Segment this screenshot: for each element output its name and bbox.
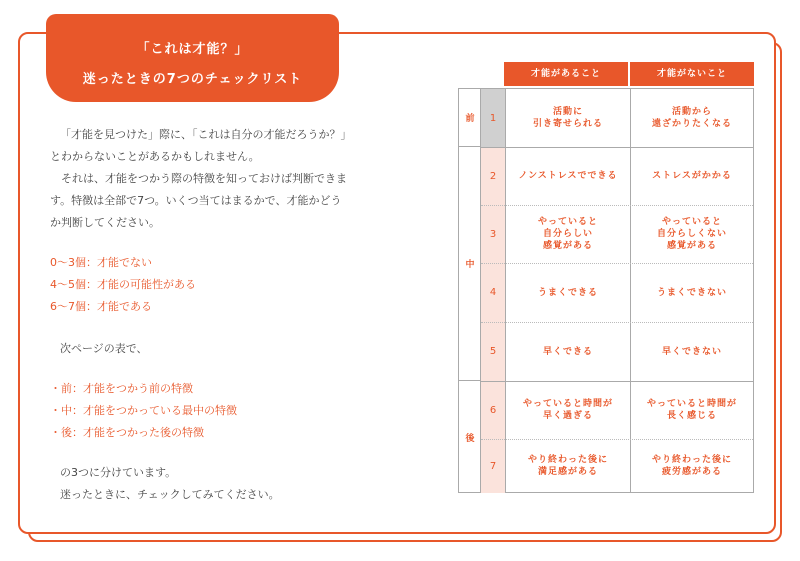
title-line-1: 「これは才能？」 [136,42,249,57]
outro-line: 迷ったときに、チェックしてみてください。 [60,488,280,501]
cell-yes: 活動に 引き寄せられる [532,107,603,129]
intro-paragraph [50,124,352,234]
cell-yes: 早くできる [542,346,593,357]
range-item: 0〜3個：才能でない [50,256,152,269]
intro-line: それは、才能をつかう際の特徴を知っておけば判断できま [50,172,347,185]
intro-line: か判断してください。 [50,216,160,229]
grid-line [480,89,481,492]
cell-yes: ノンストレスでできる [518,171,618,181]
header-no: 才能がないこと [630,62,754,86]
row-number: 3 [481,205,505,263]
range-list [50,252,196,318]
phase-item: ・中：才能をつかっている最中の特徴 [50,404,237,417]
cell-yes: やっていると時間が 早く過ぎる [522,399,613,421]
cell-no: やり終わった後に 疲労感がある [652,455,732,477]
row-number: 6 [481,381,505,439]
cell-no: やっていると 自分らしくない 感覚がある [656,217,727,251]
cell-no: やっていると時間が 長く感じる [646,399,737,421]
cell-yes: やり終わった後に 満足感がある [528,455,608,477]
row-number: 2 [481,147,505,205]
cell-no: ストレスがかかる [652,171,732,181]
phase-item: ・後：才能をつかった後の特徴 [50,426,204,439]
row-number: 5 [481,322,505,381]
phase-after: 後 [465,434,475,444]
intro-line: す。特徴は全部で7つ。いくつ当てはまるかで、才能かどう [50,194,342,207]
phase-during: 中 [459,147,481,381]
row-number: 1 [481,89,505,147]
next-page-text: 次ページの表で、 [60,342,148,355]
table-grid [458,88,754,493]
cell-yes: うまくできる [537,287,598,298]
header-yes: 才能があること [504,62,628,86]
phase-before: 前 [459,89,481,147]
phase-item: ・前：才能をつかう前の特徴 [50,382,193,395]
cell-no: 早くできない [661,346,722,357]
range-item: 4〜5個：才能の可能性がある [50,278,196,291]
outro-line: の3つに分けています。 [60,466,177,479]
checklist-table [458,62,754,495]
intro-line: とわからないことがあるかもしれません。 [50,150,260,163]
intro-line: 「才能を見つけた」際に、「これは自分の才能だろうか？」 [60,128,352,141]
title-line-2: 迷ったときの7つのチェックリスト [82,72,303,87]
range-item: 6〜7個：才能である [50,300,152,313]
phase-list [50,378,237,444]
cell-yes: やっていると 自分らしい 感覚がある [537,217,598,251]
row-number: 4 [481,263,505,322]
row-number: 7 [481,439,505,493]
title-tab [46,14,339,102]
cell-no: うまくできない [656,287,727,298]
outro-paragraph [50,462,280,506]
cell-no: 活動から 遠ざかりたくなる [651,107,732,129]
